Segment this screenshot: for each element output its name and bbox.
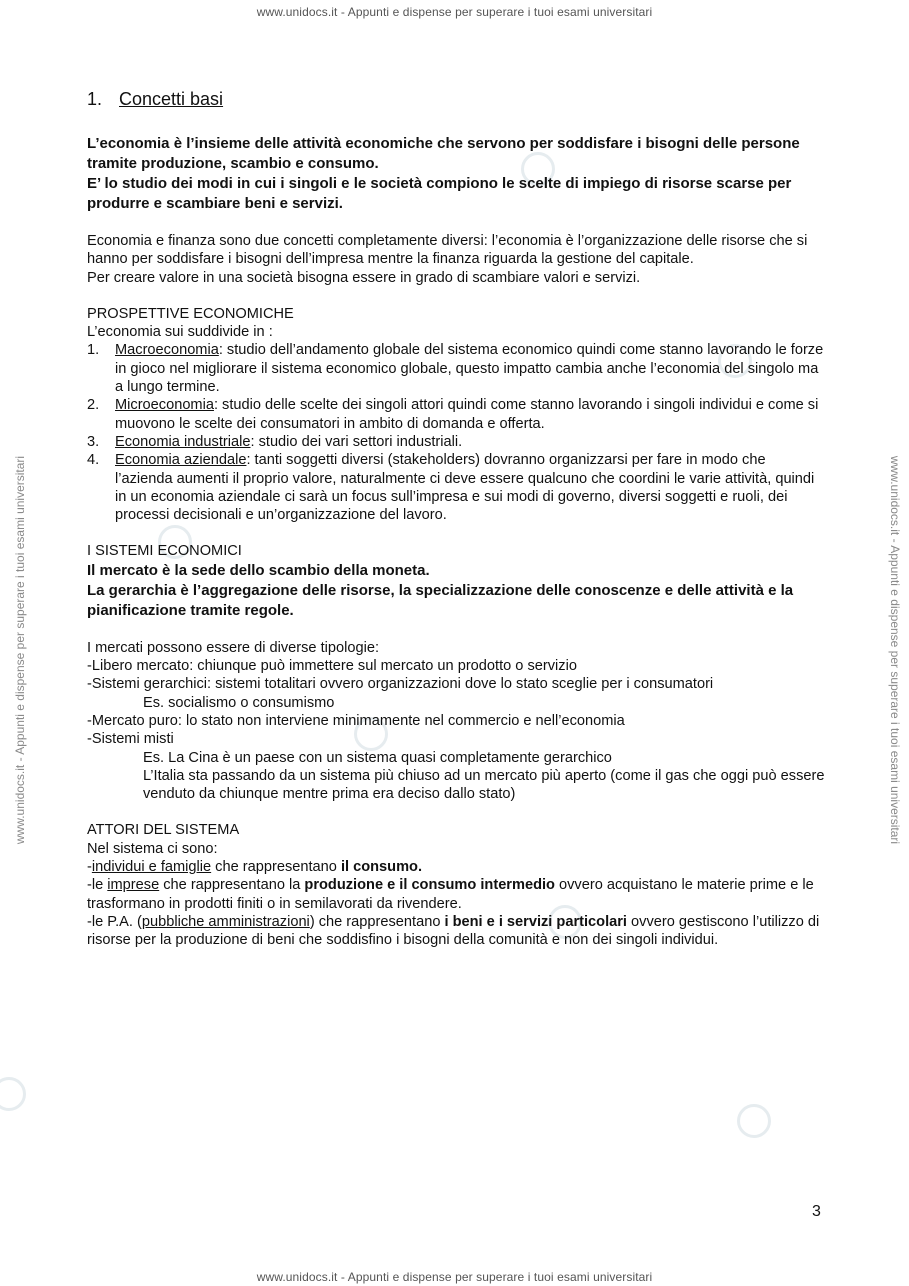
sistemi-mercato: Il mercato è la sede dello scambio della moneta. — [87, 561, 430, 579]
attori-individui: -individui e famiglie che rappresentano il consumo. — [87, 859, 423, 876]
intro-definition: L’economia è l’insieme delle attività economiche che servono per soddisfare i bisogni delle persone tramite produzione, scambio e consumo. — [87, 135, 800, 172]
section-title-text: Concetti basi — [119, 89, 224, 109]
list-item-term: Microeconomia — [115, 397, 214, 414]
list-item-text: : tanti soggetti diversi (stakeholders) dovranno organizzarsi per fare in modo che l’azienda aumenti il proprio valore, naturalmente ci deve essere qualcuno che coordini le varie attività, quindi in un economia aziendale ci sarà un focus sull’impresa e sui modi di governo, diversi soggetti e ruoli, dei processi decisionali e un’organizzazione del lavoro. — [115, 452, 815, 524]
mercati-puro: -Mercato puro: lo stato non interviene minimamente nel commercio e nell’economia — [87, 712, 625, 729]
mercati-libero: -Libero mercato: chiunque può immettere sul mercato un prodotto o servizio — [87, 658, 577, 675]
mercati-misti-esempio-cina: Es. La Cina è un paese con un sistema quasi completamente gerarchico — [143, 749, 612, 766]
list-item-term: Economia industriale — [115, 433, 251, 450]
list-item — [87, 451, 827, 524]
list-item-term: Macroeconomia — [115, 342, 219, 359]
prospettive-intro: L’economia sui suddivide in : — [87, 324, 273, 341]
list-item — [87, 341, 827, 396]
unidocs-logo-icon — [737, 1104, 771, 1138]
unidocs-logo-icon — [0, 1077, 26, 1111]
attori-imprese-term: imprese — [107, 877, 160, 894]
intro-study: E’ lo studio dei modi in cui i singoli e le società compiono le scelte di impiego di risorse scarse per produrre e scambiare beni e servizi. — [87, 175, 792, 212]
paragraph-economia-finanza: Economia e finanza sono due concetti completamente diversi: l’economia è l’organizzazione delle risorse che si hanno per soddisfare i bisogni dell’impresa mentre la finanza riguarda la gestione del capitale. — [87, 233, 808, 268]
list-item-number: 2. — [87, 397, 100, 414]
paragraph-valore: Per creare valore in una società bisogna essere in grado di scambiare valori e servizi. — [87, 269, 641, 286]
list-item-text: : studio dei vari settori industriali. — [250, 433, 463, 450]
list-item-number: 1. — [87, 342, 100, 359]
attori-imprese: -le imprese che rappresentano la produzione e il consumo intermedio ovvero acquistano le materie prime e le trasformano in prodotti finiti o in semilavorati da rivendere. — [87, 877, 814, 912]
watermark-bottom: www.unidocs.it - Appunti e dispense per superare i tuoi esami universitari — [256, 1270, 653, 1284]
attori-pa: -le P.A. (pubbliche amministrazioni) che rappresentano i beni e i servizi particolari ovvero gestiscono l’utilizzo di risorse per la produzione di beni che soddisfino i bisogni della comunità e non dei singoli individui. — [87, 913, 820, 949]
mercati-gerarchici-esempio: Es. socialismo o consumismo — [143, 694, 335, 711]
attori-individui-term: individui e famiglie — [91, 859, 212, 876]
list-item — [87, 433, 827, 451]
section-title — [87, 88, 827, 110]
mercati-gerarchici: -Sistemi gerarchici: sistemi totalitari ovvero organizzazioni dove lo stato sceglie per i consumatori — [87, 676, 714, 693]
page-number: 3 — [812, 1203, 821, 1220]
list-item-text: : studio delle scelte dei singoli attori quindi come stanno lavorando i singoli individui e come si muovono le scelte dei consumatori in ambito di domanda e offerta. — [115, 397, 819, 432]
mercati-misti-esempio-italia: L’Italia sta passando da un sistema più chiuso ad un mercato più aperto (come il gas che oggi può essere venduto da chiunque mentre prima era deciso dallo stato) — [143, 767, 825, 803]
attori-pa-term: pubbliche amministrazioni — [141, 913, 310, 930]
watermark-right: www.unidocs.it - Appunti e dispense per superare i tuoi esami universitari — [888, 455, 902, 845]
prospettive-list — [87, 341, 827, 524]
watermark-left: www.unidocs.it - Appunti e dispense per superare i tuoi esami universitari — [13, 455, 27, 845]
mercati-misti: -Sistemi misti — [87, 731, 174, 748]
mercati-intro: I mercati possono essere di diverse tipologie: — [87, 639, 380, 656]
attori-intro: Nel sistema ci sono: — [87, 840, 218, 857]
list-item — [87, 396, 827, 433]
heading-sistemi: I SISTEMI ECONOMICI — [87, 543, 242, 560]
sistemi-gerarchia: La gerarchia è l’aggregazione delle risorse, la specializzazione delle conoscenze e delle attività e la pianificazione tramite regole. — [87, 581, 794, 619]
section-number: 1. — [87, 89, 103, 109]
list-item-text: : studio dell’andamento globale del sistema economico quindi come stanno lavorando le forze in gioco nel migliorare il sistema economico globale, questo impatto cambia anche l’economia del singolo ma a lungo termine. — [115, 342, 824, 396]
list-item-number: 3. — [87, 433, 100, 450]
list-item-number: 4. — [87, 452, 100, 469]
heading-attori: ATTORI DEL SISTEMA — [87, 822, 240, 839]
watermark-top: www.unidocs.it - Appunti e dispense per superare i tuoi esami universitari — [256, 5, 653, 19]
list-item-term: Economia aziendale — [115, 452, 247, 469]
heading-prospettive: PROSPETTIVE ECONOMICHE — [87, 305, 294, 322]
page-content — [87, 88, 827, 950]
